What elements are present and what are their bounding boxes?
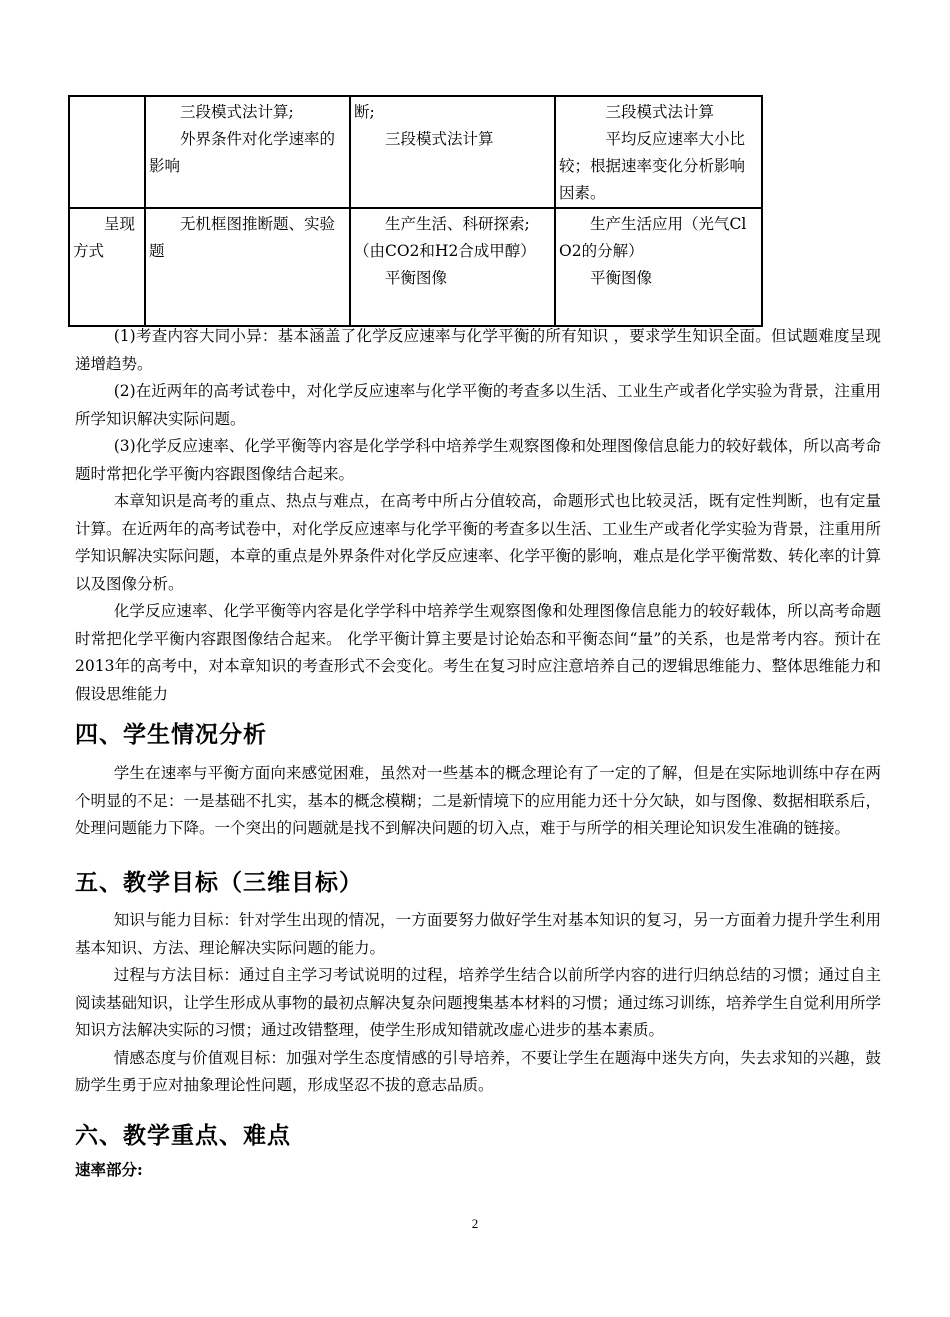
paragraph: 学生在速率与平衡方面向来感觉困难，虽然对一些基本的概念理论有了一定的了解，但是在实际地训练中存在两个明显的不足：一是基础不扎实，基本的概念模糊；二是新情境下的应用能力还十分欠缺，如与图像、数据相联系后，处理问题能力下降。一个突出的问题就是找不到解决问题的切入点，难于与所学的相关理论知识发生准确的链接。 — [75, 764, 882, 837]
paragraph: 过程与方法目标：通过自主学习考试说明的过程，培养学生结合以前所学内容的进行归纳总结的习惯；通过自主阅读基础知识，让学生形成从事物的最初点解决复杂问题搜集基本材料的习惯；通过练习训练，培养学生自觉利用所学知识方法解决实际的习惯；通过改错整理，使学生形成知错就改虚心进步的基本素质。 — [75, 966, 882, 1039]
cell-text: 三段模式法计算; — [180, 103, 294, 121]
section-heading-key-points: 六、教学重点、难点 — [75, 1123, 291, 1149]
paragraph: 情感态度与价值观目标：加强对学生态度情感的引导培养，不要让学生在题海中迷失方向，失去求知的兴趣，鼓励学生勇于应对抽象理论性问题，形成坚忍不拔的意志品质。 — [75, 1048, 881, 1094]
table-cell — [145, 208, 350, 326]
cell-text: 无机框图推断题、实验题 — [149, 215, 336, 260]
cell-text: 三段模式法计算 — [385, 130, 494, 148]
cell-text: 平衡图像 — [385, 269, 448, 287]
table-row — [69, 208, 762, 326]
table-cell — [350, 208, 555, 326]
table-cell — [555, 208, 762, 326]
table-cell — [69, 96, 145, 208]
table-cell — [555, 96, 762, 208]
cell-text: 断; — [354, 103, 375, 121]
section-heading-student-analysis: 四、学生情况分析 — [75, 722, 267, 748]
paragraph: (1)考查内容大同小异：基本涵盖了化学反应速率与化学平衡的所有知识 ，要求学生知识全面。但试题难度呈现递增趋势。 — [75, 327, 881, 373]
cell-text: 平衡图像 — [590, 269, 653, 287]
cell-text: 外界条件对化学速率的影响 — [149, 130, 336, 175]
table-cell — [69, 208, 145, 326]
row-header: 呈现方式 — [73, 215, 136, 260]
table-row — [69, 96, 762, 208]
page-number: 2 — [471, 1216, 479, 1231]
teaching-goals-body — [75, 907, 881, 1100]
cell-text: 生产生活应用（光气ClO2的分解） — [559, 215, 747, 260]
cell-text: 生产生活、科研探索;（由CO2和H2合成甲醇） — [354, 215, 536, 260]
paragraph: 本章知识是高考的重点、热点与难点，在高考中所占分值较高，命题形式也比较灵活，既有定性判断，也有定量计算。在近两年的高考试卷中，对化学反应速率与化学平衡的考查多以生活、工业生产或者化学实验为背景，注重用所学知识解决实际问题，本章的重点是外界条件对化学反应速率、化学平衡的影响，难点是化学平衡常数、转化率的计算以及图像分析。 — [75, 492, 882, 593]
exam-analysis-table — [68, 95, 763, 327]
subheading-rate: 速率部分: — [75, 1160, 143, 1179]
paragraph: (2)在近两年的高考试卷中，对化学反应速率与化学平衡的考查多以生活、工业生产或者化学实验为背景，注重用所学知识解决实际问题。 — [75, 382, 881, 428]
table-cell — [350, 96, 555, 208]
table-cell — [145, 96, 350, 208]
student-analysis-body — [75, 760, 881, 843]
analysis-paragraphs — [75, 323, 881, 708]
cell-text: 三段模式法计算 — [605, 103, 715, 121]
paragraph: 化学反应速率、化学平衡等内容是化学学科中培养学生观察图像和处理图像信息能力的较好载体，所以高考命题时常把化学平衡内容跟图像结合起来。 化学平衡计算主要是讨论始态和平衡态间“量”的关系，也是常考内容。预计在2013年的高考中，对本章知识的考查形式不会变化。考生在复习时应注意培养自己的逻辑思维能力、整体思维能力和假设思维能力 — [75, 602, 881, 703]
paragraph: (3)化学反应速率、化学平衡等内容是化学学科中培养学生观察图像和处理图像信息能力的较好载体，所以高考命题时常把化学平衡内容跟图像结合起来。 — [75, 437, 881, 483]
cell-text: 平均反应速率大小比较；根据速率变化分析影响因素。 — [559, 130, 746, 202]
section-heading-teaching-goals: 五、教学目标（三维目标） — [75, 870, 363, 896]
paragraph: 知识与能力目标：针对学生出现的情况，一方面要努力做好学生对基本知识的复习，另一方面着力提升学生利用基本知识、方法、理论解决实际问题的能力。 — [75, 911, 881, 957]
